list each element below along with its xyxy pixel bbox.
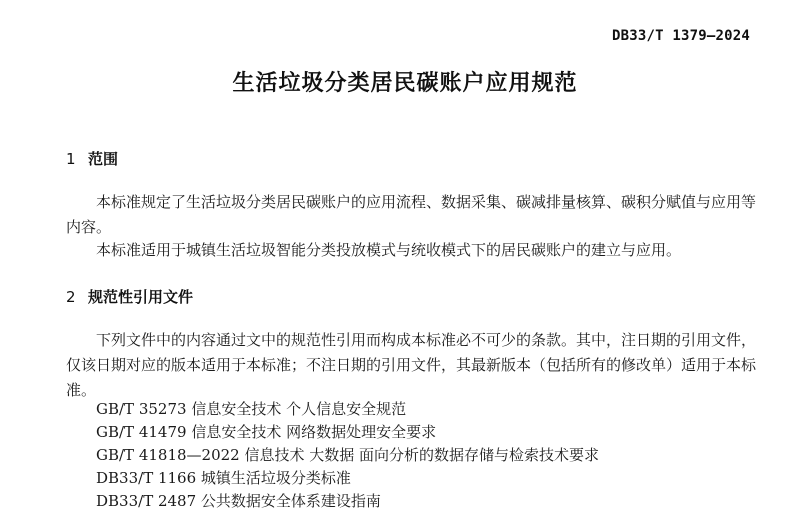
section-heading-scope (66, 148, 118, 169)
document-title: 生活垃圾分类居民碳账户应用规范 (232, 71, 578, 96)
standard-code: DB33/T 1379—2024 (611, 28, 750, 44)
section-title: 范围 (88, 150, 119, 168)
paragraph: 本标准规定了生活垃圾分类居民碳账户的应用流程、数据采集、碳减排量核算、碳积分赋值与应用等内容。 (66, 193, 757, 236)
reference-item: DB33/T 1166 城镇生活垃圾分类标准 (96, 469, 351, 487)
section-number: 2 (66, 288, 76, 306)
paragraph: 下列文件中的内容通过文中的规范性引用而构成本标准必不可少的条款。其中，注日期的引用文件，仅该日期对应的版本适用于本标准；不注日期的引用文件，其最新版本（包括所有的修改单）适用于本标准。 (66, 331, 757, 399)
section-number: 1 (66, 150, 76, 168)
reference-item: GB/T 35273 信息安全技术 个人信息安全规范 (96, 400, 407, 418)
reference-item: GB/T 41479 信息安全技术 网络数据处理安全要求 (96, 423, 437, 441)
reference-item: GB/T 41818—2022 信息技术 大数据 面向分析的数据存储与检索技术要求 (96, 446, 600, 464)
paragraph: 本标准适用于城镇生活垃圾智能分类投放模式与统收模式下的居民碳账户的建立与应用。 (96, 241, 682, 259)
section-title: 规范性引用文件 (88, 288, 194, 306)
section-heading-normative-references (66, 286, 193, 307)
reference-item: DB33/T 2487 公共数据安全体系建设指南 (96, 492, 381, 510)
